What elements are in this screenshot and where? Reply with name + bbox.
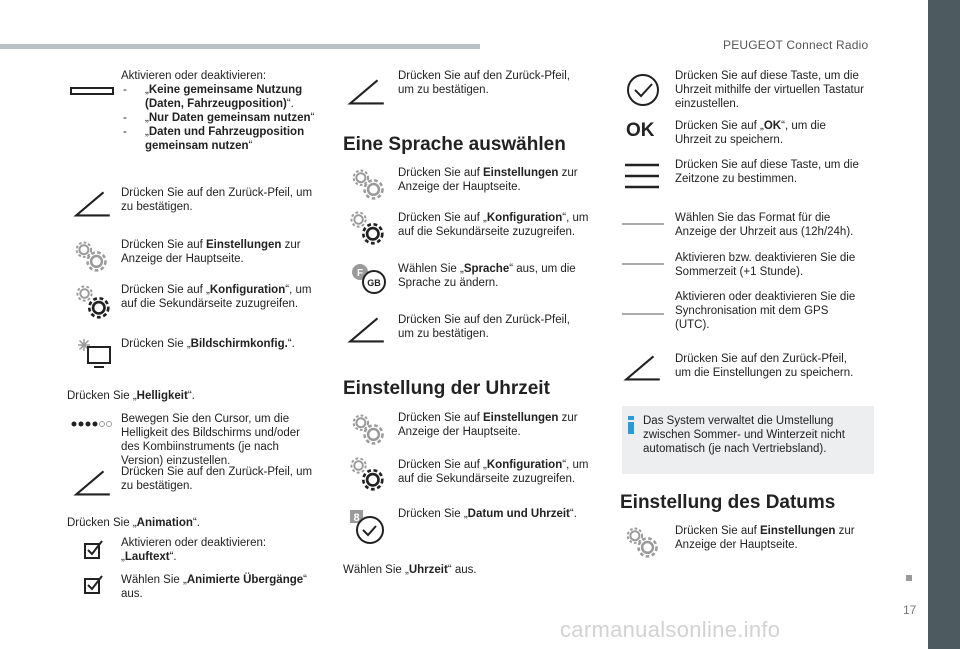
settings-instruction: Drücken Sie auf Einstellungen zur Anzeige der Hauptseite. bbox=[675, 525, 855, 551]
back-arrow-icon[interactable] bbox=[72, 190, 114, 222]
screen-config-instruction: Drücken Sie „Bildschirmkonfig.“. bbox=[121, 338, 295, 350]
keyboard-instruction: Drücken Sie auf diese Taste, um die Uhrzeit mithilfe der virtuellen Tastatur einzustellen. bbox=[675, 70, 864, 110]
back-instruction: Drücken Sie auf den Zurück-Pfeil, um die Einstellungen zu speichern. bbox=[675, 353, 854, 379]
share-option[interactable]: - „Daten und Fahrzeugposition gemeinsam nutzen“ bbox=[121, 125, 331, 153]
configuration-icon[interactable] bbox=[350, 456, 388, 494]
info-text: Das System verwaltet die Umstellung zwischen Sommer- und Winterzeit nicht automatisch (je nach Vertriebsland). bbox=[643, 415, 845, 455]
configuration-icon[interactable] bbox=[350, 210, 388, 248]
line-toggle-icon[interactable] bbox=[622, 262, 664, 266]
share-options bbox=[121, 83, 331, 153]
scrolling-text-instruction: Aktivieren oder deaktivieren: „Lauftext“. bbox=[121, 537, 267, 563]
brightness-instruction: Drücken Sie „Helligkeit“. bbox=[67, 390, 195, 402]
settings-instruction: Drücken Sie auf Einstellungen zur Anzeige der Hauptseite. bbox=[398, 167, 578, 193]
side-tab bbox=[928, 0, 960, 649]
animation-instruction: Drücken Sie „Animation“. bbox=[67, 517, 200, 529]
date-heading: Einstellung des Datums bbox=[620, 492, 836, 513]
back-arrow-icon[interactable] bbox=[346, 78, 388, 110]
configuration-instruction: Drücken Sie auf „Konfiguration“, um auf die Sekundärseite zuzugreifen. bbox=[121, 284, 312, 310]
format-instruction: Wählen Sie das Format für die Anzeige der Uhrzeit aus (12h/24h). bbox=[675, 212, 854, 238]
confirm-check-icon[interactable] bbox=[625, 72, 661, 108]
language-badge-gb: GB bbox=[367, 278, 381, 288]
screen-brightness-icon[interactable] bbox=[76, 338, 114, 370]
line-toggle-icon[interactable] bbox=[622, 312, 664, 316]
back-instruction: Drücken Sie auf den Zurück-Pfeil, um zu bestätigen. bbox=[121, 466, 313, 492]
back-arrow-icon[interactable] bbox=[622, 354, 664, 386]
watermark: carmanualsonline.info bbox=[560, 617, 781, 642]
info-icon bbox=[628, 416, 634, 434]
page-number: 17 bbox=[903, 603, 917, 617]
language-heading: Eine Sprache auswählen bbox=[343, 134, 566, 155]
share-option[interactable]: - „Keine gemeinsame Nutzung (Daten, Fahrzeugposition)“. bbox=[121, 83, 331, 111]
back-instruction: Drücken Sie auf den Zurück-Pfeil, um zu bestätigen. bbox=[398, 314, 570, 340]
animated-transitions-instruction: Wählen Sie „Animierte Übergänge“ aus. bbox=[121, 574, 307, 600]
settings-instruction: Drücken Sie auf Einstellungen zur Anzeige der Hauptseite. bbox=[398, 412, 578, 438]
back-arrow-icon[interactable] bbox=[346, 316, 388, 348]
back-instruction: Drücken Sie auf den Zurück-Pfeil, um zu bestätigen. bbox=[398, 70, 570, 96]
configuration-icon[interactable] bbox=[76, 284, 114, 322]
share-intro: Aktivieren oder deaktivieren: bbox=[121, 70, 267, 82]
settings-icon[interactable] bbox=[74, 238, 110, 274]
clock-badge: 8 bbox=[353, 512, 360, 524]
checkbox-icon[interactable] bbox=[82, 538, 106, 562]
gps-sync-instruction: Aktivieren oder deaktivieren Sie die Synchronisation mit dem GPS (UTC). bbox=[675, 291, 856, 331]
language-badge-f: F bbox=[356, 268, 364, 279]
header-title: PEUGEOT Connect Radio bbox=[723, 38, 869, 52]
clock-icon[interactable] bbox=[349, 509, 385, 545]
brightness-slider-icon[interactable] bbox=[70, 418, 114, 430]
settings-instruction: Drücken Sie auf Einstellungen zur Anzeige der Hauptseite. bbox=[121, 239, 301, 265]
header-rule bbox=[0, 44, 480, 49]
ok-button[interactable]: OK bbox=[626, 120, 655, 141]
settings-icon[interactable] bbox=[351, 166, 387, 202]
back-instruction: Drücken Sie auf den Zurück-Pfeil, um zu bestätigen. bbox=[121, 187, 313, 213]
cursor-instruction: Bewegen Sie den Cursor, um die Helligkeit des Bildschirms und/oder des Kombiinstruments (je nach Version) einzustellen. bbox=[121, 413, 300, 467]
page-end-marker bbox=[906, 575, 912, 581]
time-select-instruction: Wählen Sie „Uhrzeit“ aus. bbox=[343, 564, 477, 576]
settings-icon[interactable] bbox=[625, 524, 661, 560]
share-option[interactable]: - „Nur Daten gemeinsam nutzen“ bbox=[121, 111, 331, 125]
info-box bbox=[622, 406, 874, 474]
settings-icon[interactable] bbox=[351, 411, 387, 447]
checkbox-icon[interactable] bbox=[82, 573, 106, 597]
share-data-block bbox=[121, 69, 331, 153]
line-toggle-icon[interactable] bbox=[622, 222, 664, 226]
configuration-instruction: Drücken Sie auf „Konfiguration“, um auf die Sekundärseite zuzugreifen. bbox=[398, 459, 589, 485]
ok-instruction: Drücken Sie auf „OK“, um die Uhrzeit zu speichern. bbox=[675, 120, 826, 146]
time-heading: Einstellung der Uhrzeit bbox=[343, 378, 550, 399]
date-time-instruction: Drücken Sie „Datum und Uhrzeit“. bbox=[398, 508, 577, 520]
configuration-instruction: Drücken Sie auf „Konfiguration“, um auf die Sekundärseite zuzugreifen. bbox=[398, 212, 589, 238]
menu-icon[interactable] bbox=[623, 162, 661, 190]
toggle-bar-icon bbox=[70, 86, 114, 96]
time-zone-instruction: Drücken Sie auf diese Taste, um die Zeitzone zu bestimmen. bbox=[675, 159, 859, 185]
back-arrow-icon[interactable] bbox=[72, 469, 114, 501]
language-select-instruction: Wählen Sie „Sprache“ aus, um die Sprache zu ändern. bbox=[398, 263, 576, 289]
summer-time-instruction: Aktivieren bzw. deaktivieren Sie die Sommerzeit (+1 Stunde). bbox=[675, 252, 856, 278]
language-icon[interactable] bbox=[350, 262, 388, 294]
